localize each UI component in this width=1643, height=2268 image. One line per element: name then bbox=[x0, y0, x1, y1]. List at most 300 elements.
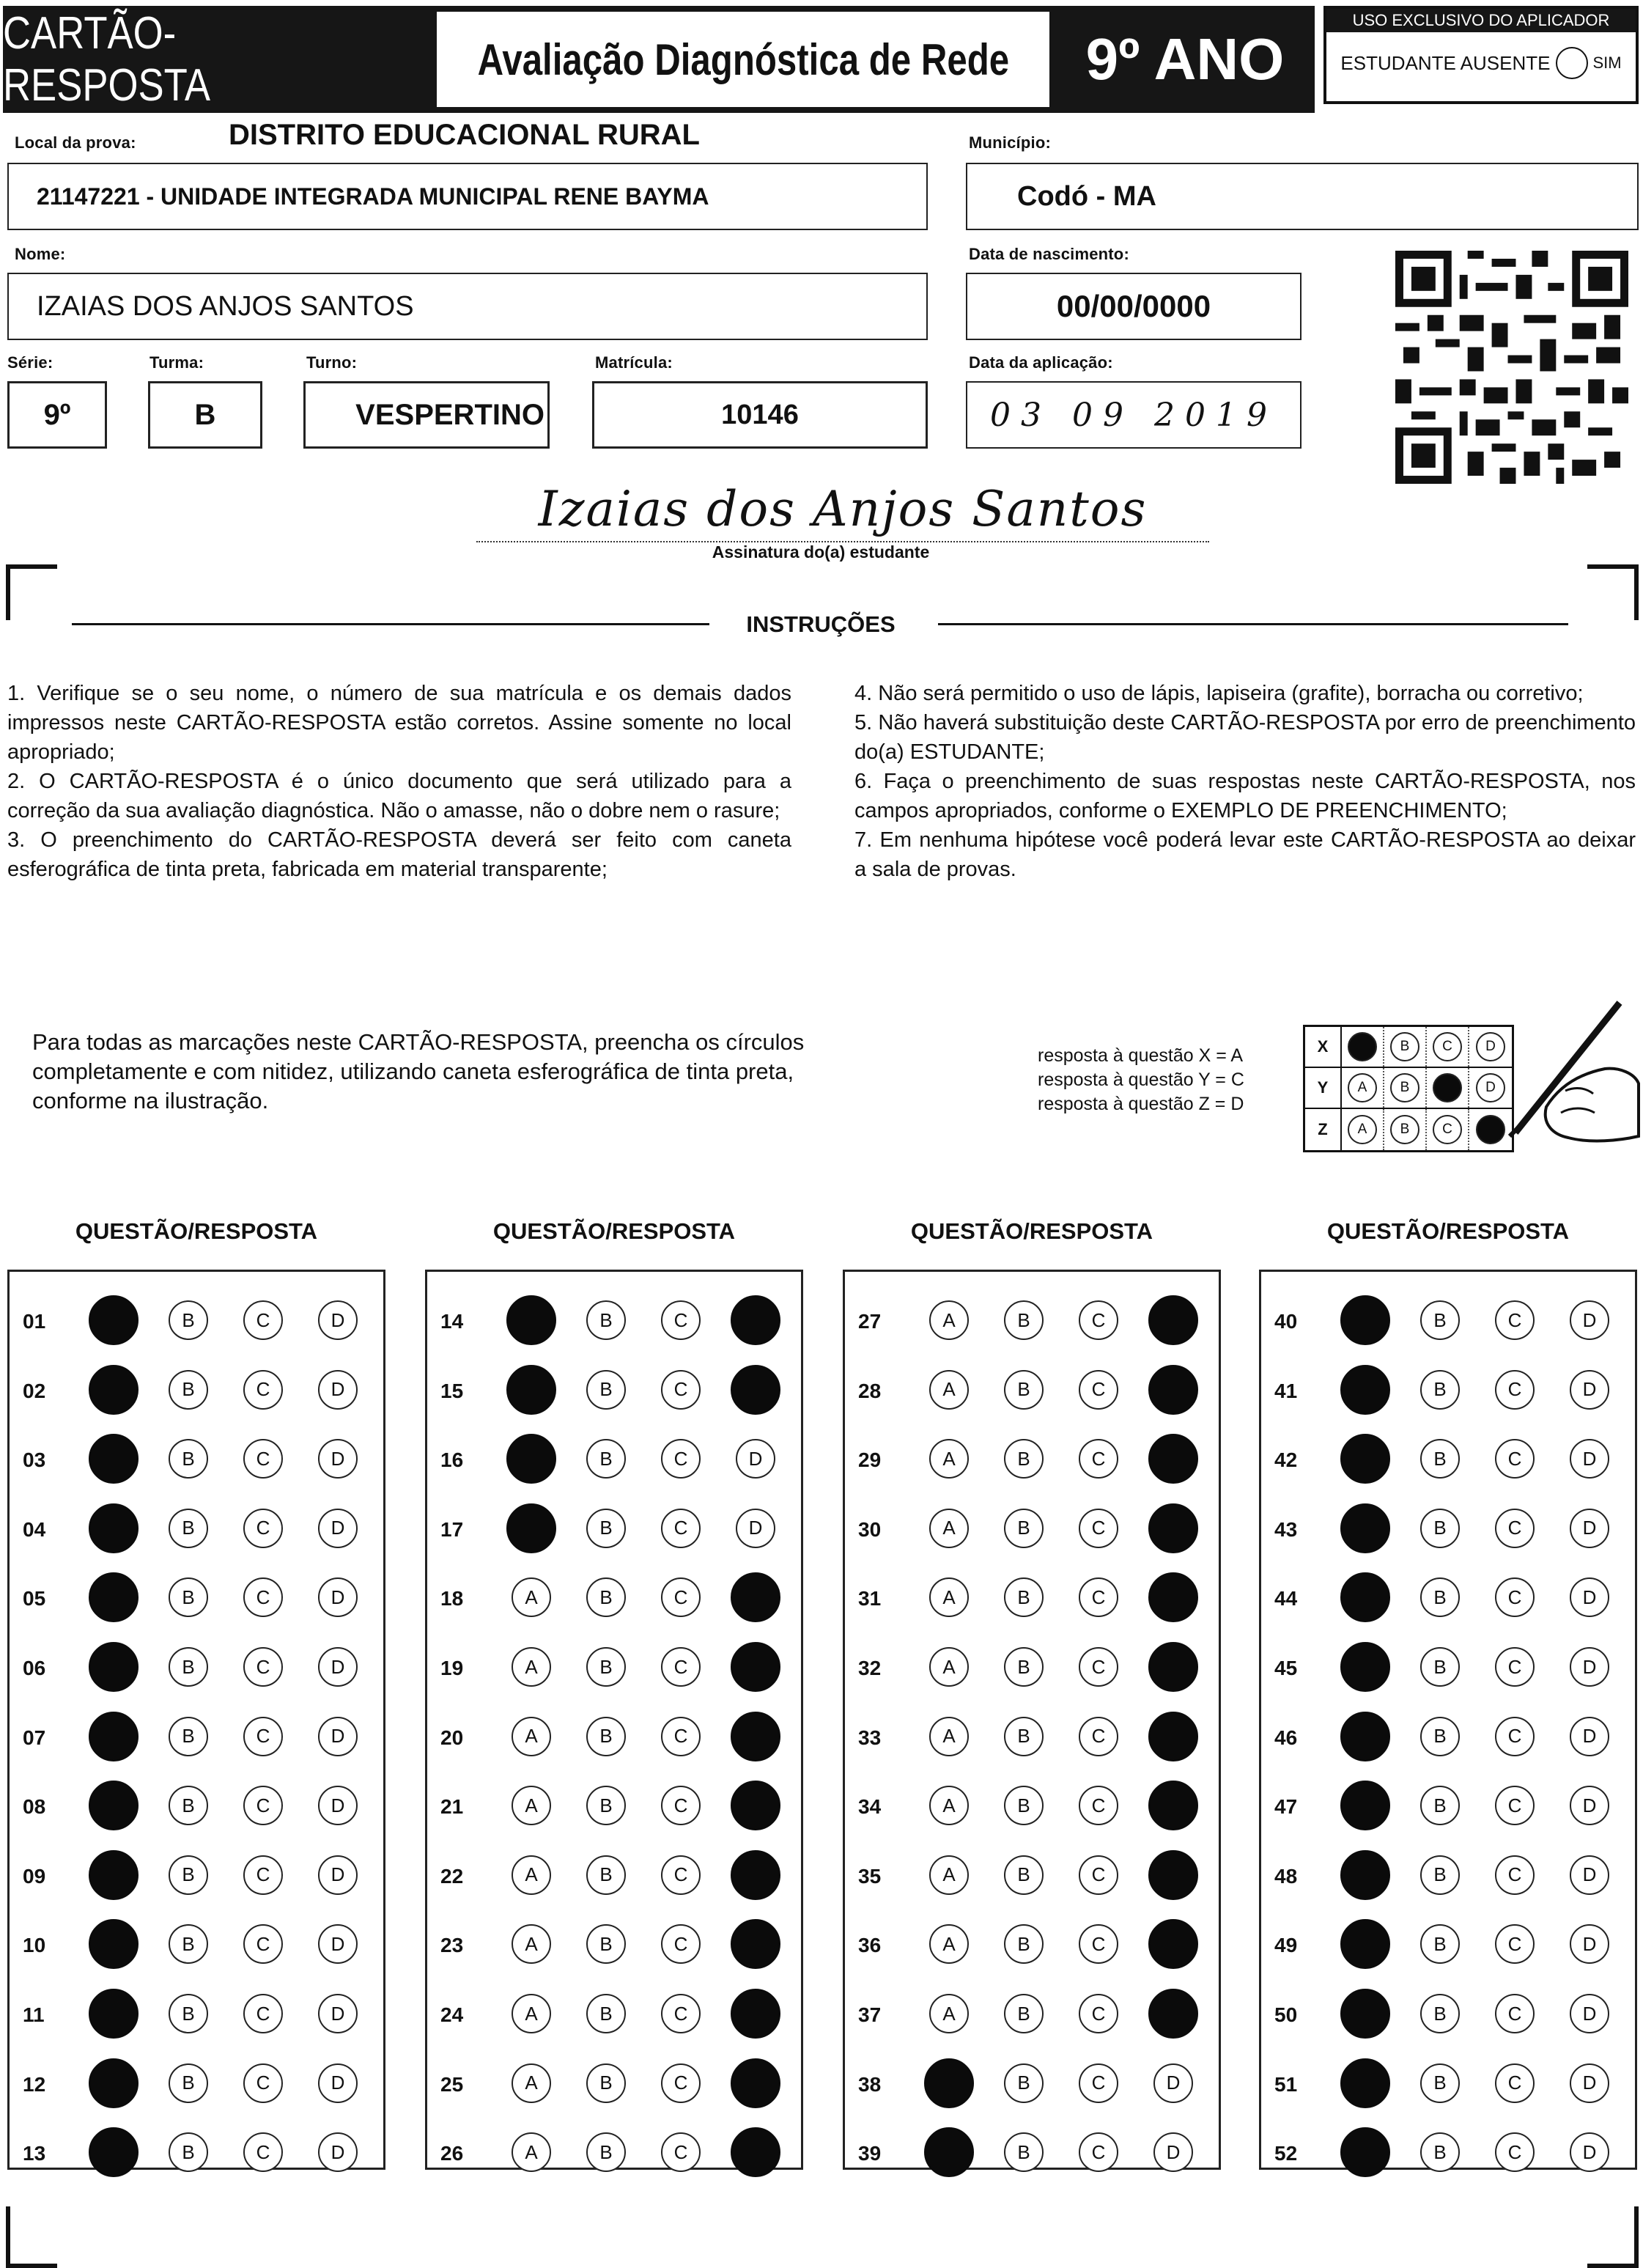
answer-bubble-b[interactable]: B bbox=[586, 1647, 626, 1687]
answer-bubble-a[interactable]: A bbox=[929, 1647, 969, 1687]
answer-bubble-a[interactable] bbox=[89, 1642, 139, 1692]
answer-bubble-b[interactable]: B bbox=[169, 1786, 208, 1825]
turma-field bbox=[148, 381, 262, 449]
answer-bubble-d[interactable] bbox=[731, 1295, 780, 1345]
answer-bubble-c[interactable]: C bbox=[1495, 1855, 1535, 1895]
answer-bubble-d[interactable] bbox=[731, 1572, 780, 1622]
question-number: 25 bbox=[440, 2072, 464, 2096]
answer-row bbox=[10, 2061, 383, 2105]
answer-bubble-c[interactable]: C bbox=[661, 1370, 701, 1410]
answer-bubble-b[interactable]: B bbox=[586, 1577, 626, 1617]
corner-bottom-right bbox=[1587, 2206, 1639, 2268]
answer-bubble-a[interactable] bbox=[89, 2058, 139, 2108]
answer-bubble-b[interactable]: B bbox=[586, 1786, 626, 1825]
answer-bubble-c[interactable]: C bbox=[243, 1647, 283, 1687]
answer-bubble-a[interactable]: A bbox=[512, 1855, 551, 1895]
answer-bubble-c[interactable]: C bbox=[661, 1717, 701, 1756]
answer-bubble-b[interactable]: B bbox=[1004, 2132, 1044, 2172]
answer-bubble-a[interactable] bbox=[89, 2127, 139, 2177]
answer-bubble-d[interactable] bbox=[1148, 1781, 1198, 1830]
answer-bubble-b[interactable]: B bbox=[169, 1717, 208, 1756]
answer-bubble-d[interactable] bbox=[1148, 1365, 1198, 1415]
serie-value: 9º bbox=[43, 398, 71, 431]
answer-bubble-d[interactable]: D bbox=[1570, 1577, 1609, 1617]
answer-bubble-a[interactable] bbox=[1340, 1434, 1390, 1484]
answer-bubble-d[interactable]: D bbox=[1570, 1855, 1609, 1895]
answer-bubble-a[interactable] bbox=[924, 2127, 974, 2177]
answer-bubble-c[interactable]: C bbox=[1079, 1924, 1118, 1964]
answer-bubble-b[interactable]: B bbox=[1420, 2132, 1460, 2172]
answer-bubble-b[interactable]: B bbox=[1004, 1855, 1044, 1895]
question-number: 06 bbox=[23, 1657, 46, 1679]
answer-bubble-d[interactable]: D bbox=[1570, 1300, 1609, 1340]
answer-bubble-c[interactable]: C bbox=[661, 2063, 701, 2103]
answer-bubble-a[interactable]: A bbox=[929, 1370, 969, 1410]
answer-bubble-c[interactable]: C bbox=[661, 2132, 701, 2172]
answer-bubble-d[interactable] bbox=[731, 1989, 780, 2039]
answer-bubble-a[interactable] bbox=[89, 1572, 139, 1622]
answer-bubble-b[interactable]: B bbox=[169, 2063, 208, 2103]
answer-row bbox=[10, 1575, 383, 1619]
answer-bubble-c[interactable]: C bbox=[661, 1300, 701, 1340]
answer-row bbox=[845, 1437, 1219, 1481]
answer-bubble-d[interactable] bbox=[1148, 1712, 1198, 1761]
question-number: 34 bbox=[858, 1795, 882, 1819]
example-bubble: B bbox=[1390, 1115, 1419, 1144]
answer-bubble-b[interactable]: B bbox=[586, 1370, 626, 1410]
answer-bubble-b[interactable]: B bbox=[586, 1439, 626, 1479]
answer-bubble-c[interactable]: C bbox=[1079, 1647, 1118, 1687]
question-number: 32 bbox=[858, 1657, 882, 1679]
answer-bubble-d[interactable] bbox=[1148, 1572, 1198, 1622]
question-number: 41 bbox=[1274, 1379, 1298, 1402]
answer-row bbox=[10, 2130, 383, 2174]
answer-bubble-b[interactable]: B bbox=[1004, 1717, 1044, 1756]
answer-bubble-c[interactable]: C bbox=[243, 1300, 283, 1340]
answer-bubble-d[interactable]: D bbox=[1570, 1370, 1609, 1410]
answer-bubble-b[interactable]: B bbox=[1004, 1924, 1044, 1964]
answer-bubble-c[interactable]: C bbox=[243, 1924, 283, 1964]
answer-bubble-b[interactable]: B bbox=[169, 1647, 208, 1687]
answer-column bbox=[425, 1270, 803, 2170]
answer-bubble-d[interactable]: D bbox=[318, 2063, 358, 2103]
answer-bubble-d[interactable] bbox=[731, 1365, 780, 1415]
answer-bubble-a[interactable] bbox=[1340, 2127, 1390, 2177]
answer-bubble-a[interactable] bbox=[89, 1989, 139, 2039]
answer-bubble-a[interactable] bbox=[89, 1434, 139, 1484]
column-header: QUESTÃO/RESPOSTA bbox=[492, 1218, 736, 1244]
pen-hand-icon bbox=[1495, 997, 1642, 1158]
answer-bubble-d[interactable]: D bbox=[1570, 2063, 1609, 2103]
answer-bubble-c[interactable]: C bbox=[661, 1994, 701, 2033]
district-name: DISTRITO EDUCACIONAL RURAL bbox=[229, 119, 700, 151]
answer-bubble-d[interactable]: D bbox=[318, 2132, 358, 2172]
answer-bubble-d[interactable]: D bbox=[1570, 1509, 1609, 1548]
answer-bubble-a[interactable]: A bbox=[929, 1855, 969, 1895]
answer-bubble-d[interactable]: D bbox=[1570, 1994, 1609, 2033]
answer-bubble-d[interactable]: D bbox=[318, 1509, 358, 1548]
answer-bubble-a[interactable]: A bbox=[929, 1786, 969, 1825]
answer-bubble-b[interactable]: B bbox=[1420, 1994, 1460, 2033]
answer-bubble-c[interactable]: C bbox=[243, 1577, 283, 1617]
answer-bubble-d[interactable] bbox=[1148, 1295, 1198, 1345]
instructions-rule-left bbox=[72, 623, 709, 625]
serie-field bbox=[7, 381, 107, 449]
answer-bubble-c[interactable]: C bbox=[1495, 1786, 1535, 1825]
answer-row bbox=[1261, 1715, 1635, 1759]
answer-bubble-a[interactable] bbox=[89, 1850, 139, 1900]
municipio-field bbox=[966, 163, 1639, 230]
answer-bubble-b[interactable]: B bbox=[586, 2063, 626, 2103]
answer-bubble-c[interactable]: C bbox=[1495, 1717, 1535, 1756]
answer-bubble-a[interactable] bbox=[1340, 1989, 1390, 2039]
answer-bubble-c[interactable]: C bbox=[1495, 1439, 1535, 1479]
answer-row bbox=[1261, 1992, 1635, 2036]
answer-bubble-b[interactable]: B bbox=[1420, 1439, 1460, 1479]
legend-z: resposta à questão Z = D bbox=[1038, 1094, 1244, 1114]
answer-bubble-a[interactable] bbox=[1340, 1642, 1390, 1692]
instructions-right bbox=[854, 679, 1636, 884]
answer-bubble-b[interactable]: B bbox=[1420, 1370, 1460, 1410]
answer-bubble-d[interactable]: D bbox=[318, 1370, 358, 1410]
answer-bubble-c[interactable]: C bbox=[661, 1577, 701, 1617]
question-number: 30 bbox=[858, 1517, 882, 1541]
answer-bubble-c[interactable]: C bbox=[243, 2063, 283, 2103]
example-row bbox=[1305, 1027, 1512, 1068]
answer-bubble-c[interactable]: C bbox=[1079, 1786, 1118, 1825]
answer-bubble-c[interactable]: C bbox=[1079, 1509, 1118, 1548]
answer-bubble-c[interactable]: C bbox=[243, 2132, 283, 2172]
answer-row bbox=[427, 1506, 801, 1550]
answer-bubble-a[interactable]: A bbox=[512, 1717, 551, 1756]
answer-row bbox=[10, 1992, 383, 2036]
answer-bubble-c[interactable]: C bbox=[661, 1786, 701, 1825]
answer-bubble-a[interactable] bbox=[506, 1503, 556, 1553]
absent-checkbox[interactable] bbox=[1556, 47, 1588, 79]
answer-bubble-d[interactable] bbox=[1148, 1850, 1198, 1900]
answer-bubble-b[interactable]: B bbox=[1420, 1647, 1460, 1687]
answer-bubble-a[interactable]: A bbox=[929, 1439, 969, 1479]
answer-bubble-c[interactable]: C bbox=[1495, 1509, 1535, 1548]
answer-bubble-d[interactable]: D bbox=[1570, 1924, 1609, 1964]
answer-bubble-c[interactable]: C bbox=[1079, 2132, 1118, 2172]
school-value: 21147221 - UNIDADE INTEGRADA MUNICIPAL RENE BAYMA bbox=[37, 183, 709, 210]
answer-row bbox=[845, 1298, 1219, 1342]
answer-bubble-b[interactable]: B bbox=[1420, 1717, 1460, 1756]
answer-bubble-b[interactable]: B bbox=[1004, 1647, 1044, 1687]
question-number: 46 bbox=[1274, 1726, 1298, 1749]
grade-title: 9º ANO bbox=[1055, 6, 1315, 113]
question-number: 24 bbox=[440, 2003, 464, 2026]
question-number: 09 bbox=[23, 1864, 46, 1888]
answer-bubble-a[interactable]: A bbox=[512, 1577, 551, 1617]
answer-bubble-c[interactable]: C bbox=[1495, 1994, 1535, 2033]
answer-row bbox=[1261, 1645, 1635, 1689]
answer-row bbox=[10, 1437, 383, 1481]
nome-label: Nome: bbox=[15, 245, 66, 263]
answer-bubble-b[interactable]: B bbox=[1420, 1786, 1460, 1825]
municipio-label: Município: bbox=[969, 133, 1051, 152]
answer-row bbox=[845, 1715, 1219, 1759]
answer-bubble-d[interactable]: D bbox=[318, 1855, 358, 1895]
answer-bubble-b[interactable]: B bbox=[1004, 1439, 1044, 1479]
answer-bubble-c[interactable]: C bbox=[1495, 2063, 1535, 2103]
answer-bubble-b[interactable]: B bbox=[1004, 1786, 1044, 1825]
answer-bubble-a[interactable]: A bbox=[929, 1994, 969, 2033]
answer-bubble-b[interactable]: B bbox=[586, 1509, 626, 1548]
answer-bubble-a[interactable]: A bbox=[512, 1786, 551, 1825]
question-number: 10 bbox=[23, 1934, 46, 1957]
answer-bubble-c[interactable]: C bbox=[1079, 1439, 1118, 1479]
answer-bubble-b[interactable]: B bbox=[169, 1994, 208, 2033]
qr-code-icon bbox=[1395, 251, 1628, 484]
answer-bubble-a[interactable] bbox=[1340, 1365, 1390, 1415]
answer-bubble-b[interactable]: B bbox=[586, 1924, 626, 1964]
answer-bubble-b[interactable]: B bbox=[1420, 1924, 1460, 1964]
instructions-title: INSTRUÇÕES bbox=[746, 611, 896, 637]
answer-bubble-d[interactable] bbox=[1148, 1434, 1198, 1484]
answer-bubble-d[interactable]: D bbox=[1570, 1717, 1609, 1756]
answer-bubble-a[interactable] bbox=[89, 1919, 139, 1969]
answer-row bbox=[10, 1783, 383, 1827]
answer-bubble-d[interactable] bbox=[1148, 1503, 1198, 1553]
column-header: QUESTÃO/RESPOSTA bbox=[75, 1218, 318, 1244]
answer-bubble-c[interactable]: C bbox=[1495, 2132, 1535, 2172]
question-number: 19 bbox=[440, 1657, 464, 1679]
answer-row bbox=[10, 1853, 383, 1897]
answer-bubble-c[interactable]: C bbox=[243, 1994, 283, 2033]
answer-bubble-c[interactable]: C bbox=[1495, 1577, 1535, 1617]
matricula-field bbox=[592, 381, 928, 449]
answer-bubble-a[interactable] bbox=[506, 1365, 556, 1415]
answer-bubble-a[interactable] bbox=[1340, 1572, 1390, 1622]
answer-bubble-b[interactable]: B bbox=[169, 1439, 208, 1479]
question-number: 18 bbox=[440, 1587, 464, 1610]
answer-bubble-d[interactable]: D bbox=[318, 1994, 358, 2033]
answer-column bbox=[7, 1270, 385, 2170]
turno-value: VESPERTINO bbox=[355, 398, 544, 431]
answer-bubble-b[interactable]: B bbox=[1004, 2063, 1044, 2103]
question-number: 28 bbox=[858, 1379, 882, 1402]
answer-row bbox=[10, 1368, 383, 1412]
answer-bubble-c[interactable]: C bbox=[1079, 1994, 1118, 2033]
answer-bubble-b[interactable]: B bbox=[586, 1855, 626, 1895]
answer-bubble-a[interactable] bbox=[89, 1365, 139, 1415]
answer-bubble-d[interactable] bbox=[731, 1712, 780, 1761]
question-number: 02 bbox=[23, 1379, 46, 1402]
answer-bubble-c[interactable]: C bbox=[243, 1855, 283, 1895]
answer-row bbox=[427, 1437, 801, 1481]
question-number: 07 bbox=[23, 1726, 46, 1749]
answer-bubble-d[interactable]: D bbox=[1153, 2063, 1193, 2103]
question-number: 51 bbox=[1274, 2072, 1298, 2096]
example-bubble: B bbox=[1390, 1073, 1419, 1102]
answer-bubble-d[interactable]: D bbox=[1570, 1647, 1609, 1687]
answer-bubble-b[interactable]: B bbox=[1420, 1300, 1460, 1340]
answer-bubble-c[interactable]: C bbox=[1079, 1300, 1118, 1340]
answer-bubble-c[interactable]: C bbox=[1079, 1855, 1118, 1895]
answer-bubble-b[interactable]: B bbox=[169, 1577, 208, 1617]
question-number: 37 bbox=[858, 2003, 882, 2026]
answer-bubble-a[interactable]: A bbox=[512, 1994, 551, 2033]
question-number: 29 bbox=[858, 1448, 882, 1472]
answer-bubble-c[interactable]: C bbox=[1079, 1370, 1118, 1410]
answer-bubble-c[interactable]: C bbox=[1495, 1647, 1535, 1687]
answer-bubble-b[interactable]: B bbox=[586, 1994, 626, 2033]
answer-bubble-a[interactable] bbox=[1340, 2058, 1390, 2108]
answer-bubble-c[interactable]: C bbox=[243, 1509, 283, 1548]
question-number: 44 bbox=[1274, 1587, 1298, 1610]
answer-bubble-b[interactable]: B bbox=[169, 2132, 208, 2172]
answer-bubble-b[interactable]: B bbox=[1004, 1994, 1044, 2033]
answer-bubble-a[interactable]: A bbox=[929, 1717, 969, 1756]
answer-bubble-d[interactable]: D bbox=[736, 1509, 775, 1548]
instruction-2: 2. O CARTÃO-RESPOSTA é o único documento que será utilizado para a correção da sua avaliação diagnóstica. Não o amasse, não o dobre nem o rasure; bbox=[7, 770, 791, 822]
example-bubble: A bbox=[1348, 1115, 1377, 1144]
answer-bubble-c[interactable]: C bbox=[661, 1647, 701, 1687]
answer-row bbox=[845, 1575, 1219, 1619]
answer-bubble-d[interactable] bbox=[731, 2058, 780, 2108]
question-number: 03 bbox=[23, 1448, 46, 1472]
answer-bubble-b[interactable]: B bbox=[169, 1924, 208, 1964]
answer-bubble-d[interactable]: D bbox=[318, 1924, 358, 1964]
answer-bubble-d[interactable]: D bbox=[1153, 2132, 1193, 2172]
answer-bubble-b[interactable]: B bbox=[169, 1300, 208, 1340]
answer-bubble-a[interactable] bbox=[89, 1295, 139, 1345]
answer-bubble-b[interactable]: B bbox=[586, 1717, 626, 1756]
answer-bubble-b[interactable]: B bbox=[169, 1370, 208, 1410]
answer-row bbox=[1261, 2061, 1635, 2105]
answer-row bbox=[427, 1368, 801, 1412]
turno-label: Turno: bbox=[306, 353, 358, 372]
example-bubble: C bbox=[1433, 1115, 1462, 1144]
answer-bubble-d[interactable] bbox=[1148, 1642, 1198, 1692]
answer-bubble-d[interactable]: D bbox=[318, 1786, 358, 1825]
answer-bubble-a[interactable] bbox=[1340, 1503, 1390, 1553]
answer-bubble-b[interactable]: B bbox=[1420, 2063, 1460, 2103]
answer-bubble-d[interactable]: D bbox=[318, 1300, 358, 1340]
answer-bubble-a[interactable] bbox=[89, 1712, 139, 1761]
answer-bubble-b[interactable]: B bbox=[1004, 1300, 1044, 1340]
question-number: 27 bbox=[858, 1310, 882, 1333]
answer-bubble-d[interactable] bbox=[731, 1781, 780, 1830]
answer-bubble-a[interactable]: A bbox=[929, 1509, 969, 1548]
answer-bubble-a[interactable] bbox=[506, 1434, 556, 1484]
answer-bubble-d[interactable]: D bbox=[736, 1439, 775, 1479]
answer-bubble-b[interactable]: B bbox=[1004, 1370, 1044, 1410]
answer-bubble-c[interactable]: C bbox=[661, 1509, 701, 1548]
example-row bbox=[1305, 1068, 1512, 1109]
answer-bubble-b[interactable]: B bbox=[1004, 1509, 1044, 1548]
answer-bubble-a[interactable] bbox=[1340, 1781, 1390, 1830]
answer-bubble-d[interactable]: D bbox=[1570, 1439, 1609, 1479]
answer-bubble-a[interactable]: A bbox=[512, 1647, 551, 1687]
answer-bubble-c[interactable]: C bbox=[1495, 1370, 1535, 1410]
answer-bubble-d[interactable] bbox=[1148, 1919, 1198, 1969]
answer-bubble-b[interactable]: B bbox=[586, 1300, 626, 1340]
answer-row bbox=[427, 2061, 801, 2105]
answer-bubble-d[interactable] bbox=[731, 1642, 780, 1692]
answer-bubble-d[interactable]: D bbox=[1570, 2132, 1609, 2172]
answer-row bbox=[845, 1853, 1219, 1897]
answer-bubble-a[interactable]: A bbox=[512, 2063, 551, 2103]
answer-bubble-d[interactable] bbox=[731, 1919, 780, 1969]
answer-bubble-b[interactable]: B bbox=[1420, 1855, 1460, 1895]
instruction-5: 5. Não haverá substituição deste CARTÃO-RESPOSTA por erro de preenchimento do(a) ESTUDANTE; bbox=[854, 711, 1636, 764]
answer-bubble-a[interactable] bbox=[89, 1503, 139, 1553]
answer-bubble-d[interactable] bbox=[1148, 1989, 1198, 2039]
answer-bubble-a[interactable]: A bbox=[929, 1300, 969, 1340]
answer-bubble-a[interactable] bbox=[89, 1781, 139, 1830]
answer-bubble-c[interactable]: C bbox=[1495, 1300, 1535, 1340]
answer-bubble-c[interactable]: C bbox=[1079, 2063, 1118, 2103]
answer-bubble-b[interactable]: B bbox=[586, 2132, 626, 2172]
question-number: 14 bbox=[440, 1310, 464, 1333]
answer-bubble-a[interactable] bbox=[1340, 1919, 1390, 1969]
answer-bubble-a[interactable] bbox=[506, 1295, 556, 1345]
answer-row bbox=[845, 1783, 1219, 1827]
answer-bubble-c[interactable]: C bbox=[661, 1855, 701, 1895]
answer-bubble-c[interactable]: C bbox=[1079, 1577, 1118, 1617]
answer-row bbox=[10, 1298, 383, 1342]
answer-bubble-c[interactable]: C bbox=[661, 1439, 701, 1479]
answer-bubble-c[interactable]: C bbox=[1495, 1924, 1535, 1964]
answer-bubble-a[interactable] bbox=[1340, 1712, 1390, 1761]
answer-bubble-c[interactable]: C bbox=[243, 1370, 283, 1410]
answer-bubble-c[interactable]: C bbox=[1079, 1717, 1118, 1756]
answer-row bbox=[10, 1715, 383, 1759]
nome-field bbox=[7, 273, 928, 340]
answer-row bbox=[427, 1645, 801, 1689]
answer-column bbox=[843, 1270, 1221, 2170]
answer-row bbox=[1261, 2130, 1635, 2174]
answer-bubble-d[interactable]: D bbox=[1570, 1786, 1609, 1825]
answer-row bbox=[427, 1575, 801, 1619]
answer-bubble-d[interactable]: D bbox=[318, 1577, 358, 1617]
answer-bubble-a[interactable]: A bbox=[929, 1577, 969, 1617]
answer-bubble-b[interactable]: B bbox=[169, 1855, 208, 1895]
answer-bubble-a[interactable]: A bbox=[512, 1924, 551, 1964]
legend-y: resposta à questão Y = C bbox=[1038, 1069, 1244, 1090]
answer-bubble-a[interactable] bbox=[924, 2058, 974, 2108]
example-text: Para todas as marcações neste CARTÃO-RESPOSTA, preencha os círculos completamente e com nitidez, utilizando caneta esferográfica de tinta preta, conforme na ilustração. bbox=[32, 1029, 805, 1113]
instruction-1: 1. Verifique se o seu nome, o número de sua matrícula e os demais dados impressos neste CARTÃO-RESPOSTA estão corretos. Assine somente no local apropriado; bbox=[7, 682, 791, 764]
answer-bubble-a[interactable]: A bbox=[512, 2132, 551, 2172]
answer-bubble-d[interactable]: D bbox=[318, 1439, 358, 1479]
answer-bubble-d[interactable] bbox=[731, 1850, 780, 1900]
answer-bubble-a[interactable] bbox=[1340, 1295, 1390, 1345]
answer-bubble-c[interactable]: C bbox=[243, 1439, 283, 1479]
answer-bubble-d[interactable]: D bbox=[318, 1717, 358, 1756]
answer-bubble-a[interactable]: A bbox=[929, 1924, 969, 1964]
question-number: 15 bbox=[440, 1379, 464, 1402]
answer-bubble-b[interactable]: B bbox=[1420, 1577, 1460, 1617]
answer-bubble-b[interactable]: B bbox=[1004, 1577, 1044, 1617]
answer-bubble-b[interactable]: B bbox=[1420, 1509, 1460, 1548]
column-header: QUESTÃO/RESPOSTA bbox=[910, 1218, 1153, 1244]
answer-bubble-d[interactable]: D bbox=[318, 1647, 358, 1687]
answer-bubble-c[interactable]: C bbox=[661, 1924, 701, 1964]
answer-bubble-d[interactable] bbox=[731, 2127, 780, 2177]
answer-bubble-c[interactable]: C bbox=[243, 1786, 283, 1825]
answer-bubble-b[interactable]: B bbox=[169, 1509, 208, 1548]
answer-bubble-c[interactable]: C bbox=[243, 1717, 283, 1756]
local-label: Local da prova: bbox=[15, 133, 136, 152]
answer-bubble-a[interactable] bbox=[1340, 1850, 1390, 1900]
example-row-label: Z bbox=[1305, 1109, 1342, 1150]
question-number: 35 bbox=[858, 1864, 882, 1888]
answer-row bbox=[845, 2061, 1219, 2105]
